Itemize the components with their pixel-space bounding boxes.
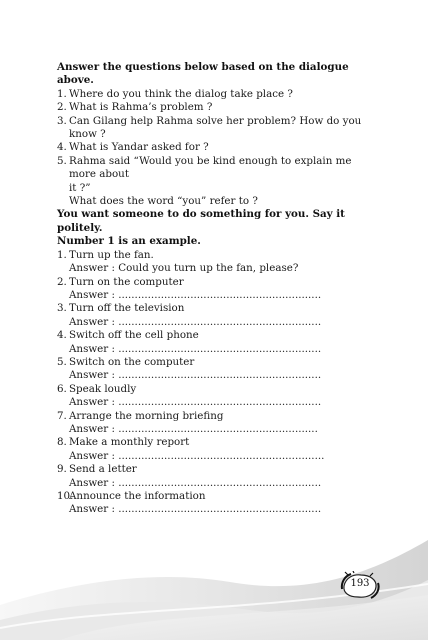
answer-line: Answer : .............................................................. [69, 369, 322, 382]
item-text: Speak loudly [69, 382, 137, 395]
item-text: Switch off the cell phone [69, 329, 199, 342]
item-text: Announce the information [69, 490, 206, 502]
page-number: 193 [350, 578, 370, 589]
worksheet [57, 61, 373, 517]
question-item [57, 141, 373, 154]
exercise-item [57, 249, 373, 276]
section1-heading: Answer the questions below based on the dialogue above. [57, 61, 349, 87]
exercise-item [57, 436, 373, 463]
item-text: Turn off the television [69, 302, 185, 315]
item-text: Turn up the fan. [69, 248, 154, 261]
exercise-item [57, 302, 373, 329]
item-number: 9. [57, 463, 67, 476]
question-item [57, 155, 373, 182]
exercise-item [57, 410, 373, 437]
answer-line: Answer : .............................................................. [69, 503, 322, 516]
question-text: Can Gilang help Rahma solve her problem? How do you know ? [69, 114, 362, 141]
item-text: Arrange the morning briefing [69, 409, 224, 422]
question-number: 2. [57, 101, 67, 114]
exercise-item [57, 329, 373, 356]
question-number: 4. [57, 141, 67, 154]
exercise-item [57, 276, 373, 303]
item-number: 1. [57, 248, 67, 261]
question-item [57, 101, 373, 114]
item-number: 4. [57, 329, 67, 342]
exercise-item [57, 463, 373, 490]
question-continuation: it ?” [69, 181, 91, 194]
answer-line: Answer : .............................................................. [69, 476, 322, 489]
item-number: 6. [57, 382, 67, 395]
item-number: 3. [57, 302, 67, 315]
item-number: 2. [57, 275, 67, 288]
section2-subheading: Number 1 is an example. [57, 235, 201, 248]
question-text: Where do you think the dialog take place ? [69, 87, 293, 100]
question-subtext: What does the word “you” refer to ? [69, 195, 258, 208]
item-text: Turn on the computer [69, 275, 184, 288]
item-number: 10. [57, 490, 74, 502]
question-text: What is Rahma’s problem ? [69, 101, 213, 114]
answer-line: Answer : Could you turn up the fan, please? [69, 262, 299, 275]
exercise-item [57, 383, 373, 410]
exercise-item [57, 356, 373, 383]
question-item [57, 115, 373, 142]
item-text: Switch on the computer [69, 355, 195, 368]
question-text: What is Yandar asked for ? [69, 141, 209, 154]
answer-line: Answer : .............................................................. [69, 342, 322, 355]
answer-line: Answer : ............................................................... [69, 449, 325, 462]
question-text: Rahma said “Would you be kind enough to explain me more about [69, 154, 352, 181]
question-number: 1. [57, 87, 67, 100]
question-item [57, 88, 373, 101]
item-number: 5. [57, 355, 67, 368]
item-text: Send a letter [69, 463, 137, 476]
answer-line: Answer : ............................................................. [69, 422, 318, 435]
answer-line: Answer : .............................................................. [69, 396, 322, 409]
item-number: 8. [57, 436, 67, 449]
question-number: 5. [57, 154, 67, 167]
question-number: 3. [57, 114, 67, 127]
item-text: Make a monthly report [69, 436, 190, 449]
answer-line: Answer : .............................................................. [69, 288, 322, 301]
section2-heading: You want someone to do something for you. Say it politely. [57, 208, 345, 234]
item-number: 7. [57, 409, 67, 422]
answer-line: Answer : .............................................................. [69, 315, 322, 328]
